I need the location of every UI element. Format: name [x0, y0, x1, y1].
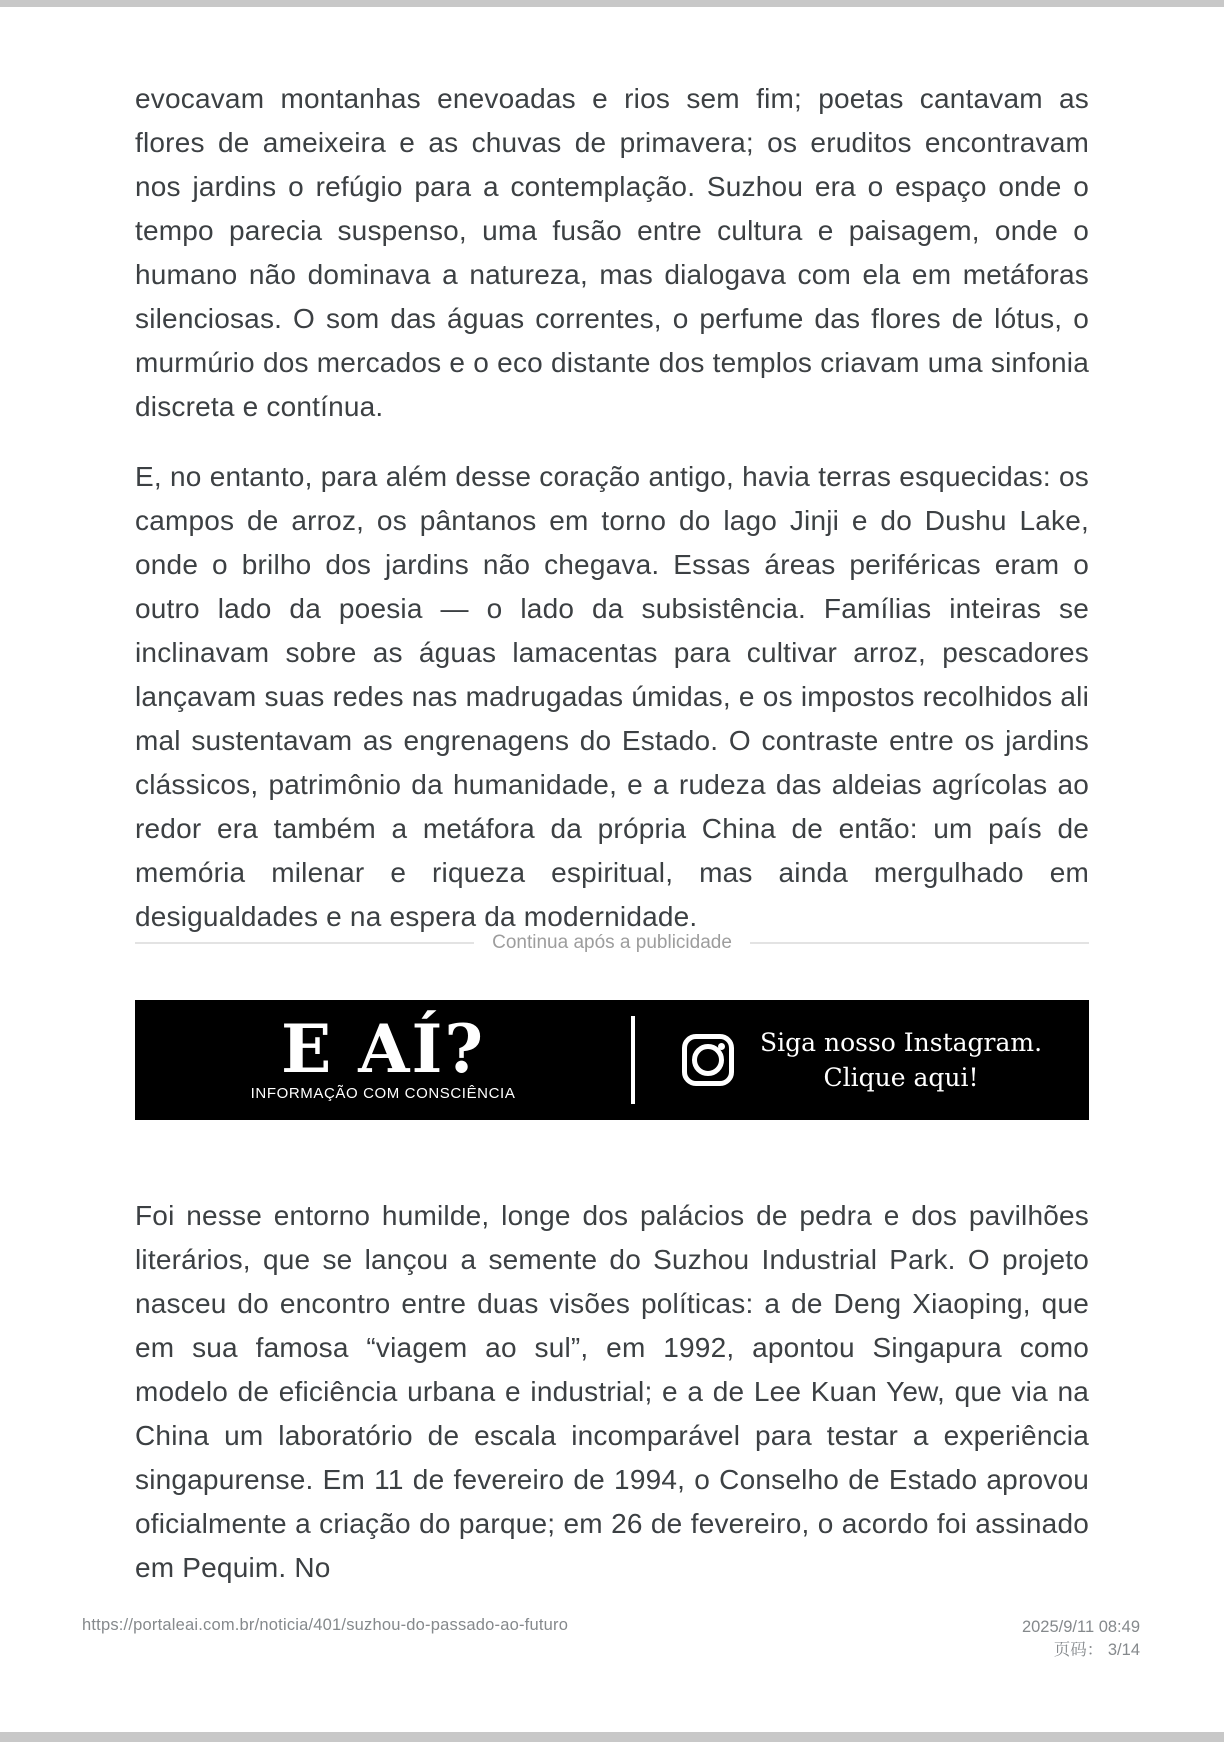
instagram-cta-text	[760, 1025, 1042, 1095]
footer-page-number: 页码： 3/14	[1053, 1641, 1140, 1659]
footer-url: https://portaleai.com.br/noticia/401/suzhou-do-passado-ao-futuro	[82, 1616, 569, 1634]
article-paragraph-2: E, no entanto, para além desse coração antigo, havia terras esquecidas: os campos de arroz, os pântanos em torno do lago Jinji e do Dushu Lake, onde o brilho dos jardins não chegava. Essas áreas periféricas eram o outro lado da poesia — o lado da subsistência. Famílias inteiras se inclinavam sobre as águas lamacentas para cultivar arroz, pescadores lançavam suas redes nas madrugadas úmidas, e os impostos recolhidos ali mal sustentavam as engrenagens do Estado. O contraste entre os jardins clássicos, patrimônio da humanidade, e a rudeza das aldeias agrícolas ao redor era também a metáfora da própria China de então: um país de memória milenar e riqueza espiritual, mas ainda mergulhado em desigualdades e na espera da modernidade.	[135, 461, 1089, 932]
footer-meta	[1022, 1616, 1140, 1662]
eai-logo-tagline: INFORMAÇÃO COM CONSCIÊNCIA	[250, 1085, 516, 1103]
article-content	[135, 0, 1089, 1616]
instagram-cta[interactable]	[635, 1000, 1089, 1120]
instagram-icon	[682, 1034, 734, 1086]
footer-datetime: 2025/9/11 08:49	[1021, 1618, 1140, 1636]
article-paragraph-3: Foi nesse entorno humilde, longe dos palácios de pedra e dos pavilhões literários, que se lançou a semente do Suzhou Industrial Park. O projeto nasceu do encontro entre duas visões políticas: a de Deng Xiaoping, que em sua famosa “viagem ao sul”, em 1992, apontou Singapura como modelo de eficiência urbana e industrial; e a de Lee Kuan Yew, que via na China um laboratório de escala incomparável para testar a experiência singapurense. Em 11 de fevereiro de 1994, o Conselho de Estado aprovou oficialmente a criação do parque; em 26 de fevereiro, o acordo foi assinado em Pequim. No	[135, 1200, 1089, 1583]
instagram-cta-line2: Clique aqui!	[823, 1063, 979, 1092]
divider-line-left	[135, 942, 474, 944]
article-paragraph-1: evocavam montanhas enevoadas e rios sem fim; poetas cantavam as flores de ameixeira e as chuvas de primavera; os eruditos encontravam nos jardins o refúgio para a contemplação. Suzhou era o espaço onde o tempo parecia suspenso, uma fusão entre cultura e paisagem, onde o humano não dominava a natureza, mas dialogava com ela em metáforas silenciosas. O som das águas correntes, o perfume das flores de lótus, o murmúrio dos mercados e o eco distante dos templos criavam uma sinfonia discreta e contínua.	[135, 83, 1089, 422]
ad-divider-label: Continua após a publicidade	[492, 932, 732, 953]
instagram-ad-banner[interactable]	[135, 1000, 1089, 1120]
divider-line-right	[750, 942, 1089, 944]
instagram-icon-flash-dot	[718, 1043, 725, 1050]
eai-logo	[135, 1000, 631, 1120]
instagram-cta-line1: Siga nosso Instagram.	[760, 1028, 1043, 1057]
bottom-edge-bar	[0, 1732, 1224, 1742]
eai-logo-title: E AÍ?	[281, 1009, 486, 1088]
